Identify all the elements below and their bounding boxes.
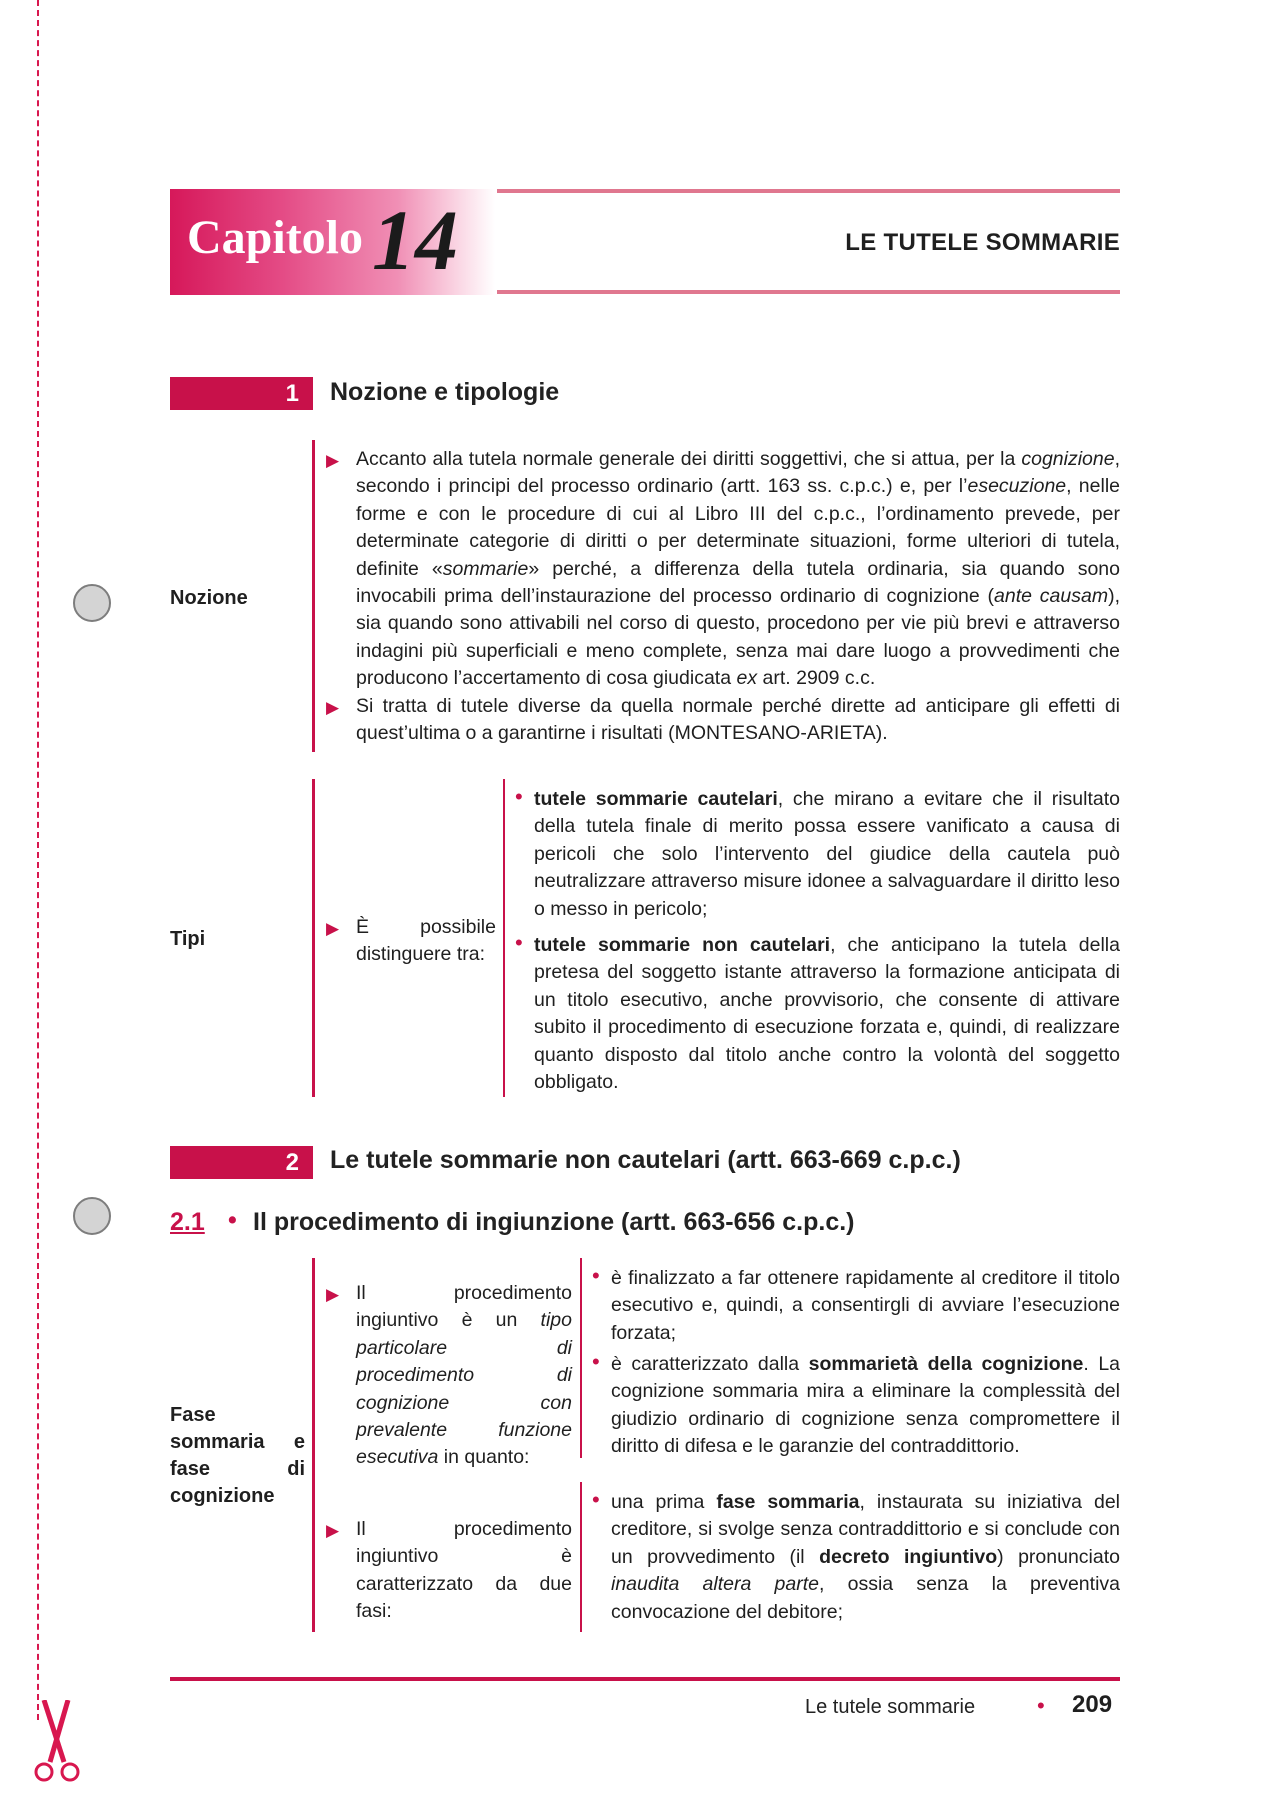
tipi-rule — [312, 779, 315, 1097]
fase-bullet-3: • una prima fase sommaria, instaurata su iniziativa del creditore, si svolge senza contraddittorio e si conclude con un provvedimento (il decreto ingiuntivo) pronunciato inaudita altera parte, ossia senza la preventiva convocazione del debitore; — [592, 1487, 1120, 1623]
chapter-title: LE TUTELE SOMMARIE — [845, 229, 1120, 256]
chapter-number: 14 — [372, 192, 458, 288]
bullet-icon: • — [592, 1349, 600, 1374]
fase-bullet-1: • è finalizzato a far ottenere rapidamente al creditore il titolo esecutivo e, quindi, a consentirgli di avviare l’esecuzione forzata; — [592, 1263, 1120, 1344]
tipi-intro: ▶ È possibile distinguere tra: — [326, 916, 496, 966]
arrow-icon: ▶ — [326, 919, 340, 938]
scissors-icon — [30, 1700, 86, 1784]
arrow-icon: ▶ — [326, 451, 340, 470]
fase-inner-rule-1 — [580, 1258, 582, 1458]
title-rule-top — [497, 189, 1120, 193]
nozione-rule — [312, 440, 315, 752]
tipi-bullet-2: • tutele sommarie non cautelari, che anticipano la tutela della pretesa del soggetto istante attraverso la formazione anticipata di un titolo esecutivo, anche provvisorio, che consente di attivare subito il procedimento di esecuzione forzata e, quindi, di realizzare quanto disposto dal titolo anche contro la volontà del soggetto obbligato. — [515, 930, 1120, 1094]
binder-hole-1 — [73, 584, 111, 622]
fase-intro-1: ▶ Il procedimento ingiuntivo è un tipo particolare di procedimento di cognizione con prevalente funzione esecutiva in quanto: — [326, 1282, 572, 1469]
bullet-icon: • — [592, 1487, 600, 1512]
arrow-icon: ▶ — [326, 1521, 340, 1540]
bullet-icon: • — [515, 784, 523, 809]
tipi-inner-rule — [503, 779, 505, 1097]
footer-running-title: Le tutele sommarie — [805, 1696, 976, 1718]
arrow-icon: ▶ — [326, 698, 340, 717]
fase-bullet-2: • è caratterizzato dalla sommarietà della cognizione. La cognizione sommaria mira a eliminare la complessità del giudizio ordinario di cognizione senza compromettere il diritto di difesa e le garanzie del contraddittorio. — [592, 1349, 1121, 1458]
bullet-icon: • — [515, 930, 523, 955]
section-1-title: Nozione e tipologie — [330, 378, 560, 406]
fase-intro-2: ▶ Il procedimento ingiuntivo è caratterizzato da due fasi: — [326, 1518, 572, 1623]
section-2-number: 2 — [170, 1146, 313, 1179]
binder-hole-2 — [73, 1197, 111, 1235]
nozione-label: Nozione — [170, 587, 248, 609]
fase-label: Fase sommaria e fase di cognizione — [170, 1404, 305, 1507]
tipi-bullet-1: • tutele sommarie cautelari, che mirano a evitare che il risultato della tutela finale di merito possa essere vanificato a causa di pericoli che solo l’intervento del giudice della cautela può neutralizzare attraverso misure idonee a salvaguardare il diritto leso o messo in pericolo; — [515, 784, 1120, 920]
section-1-number: 1 — [170, 377, 313, 410]
cut-line — [37, 0, 39, 1720]
nozione-paragraph-2: ▶ Si tratta di tutele diverse da quella normale perché dirette ad anticipare gli effetti di quest’ultima o a garantirne i risultati (MONTESANO-ARIETA). — [326, 695, 1120, 745]
arrow-icon: ▶ — [326, 1285, 340, 1304]
section-2-title: Le tutele sommarie non cautelari (artt. 663-669 c.p.c.) — [330, 1146, 961, 1174]
footer-rule — [170, 1677, 1120, 1681]
tipi-label: Tipi — [170, 928, 206, 950]
page-number: 209 — [1072, 1691, 1113, 1718]
bullet-icon: • — [1037, 1693, 1045, 1718]
bullet-icon: • — [228, 1206, 237, 1234]
title-rule-bottom — [497, 290, 1120, 294]
bullet-icon: • — [592, 1263, 600, 1288]
fase-rule — [312, 1258, 315, 1632]
nozione-paragraph-1: ▶ Accanto alla tutela normale generale dei diritti soggettivi, che si attua, per la cognizione, secondo i principi del processo ordinario (artt. 163 ss. c.p.c.) e, per l’esecuzione, nelle forme e con le procedure di cui al Libro III del c.p.c., l’ordinamento prevede, per determinate categorie di diritti o per determinate situazioni, forme ulteriori di tutela, definite «sommarie» perché, a differenza della tutela ordinaria, sia quando sono invocabili prima dell’instaurazione del processo ordinario di cognizione (ante causam), sia quando sono attivabili nel corso di questo, procedono per vie più brevi e attraverso indagini più superficiali e meno complete, senza mai dare luogo a provvedimenti che producono l’accertamento di cosa giudicata ex art. 2909 c.c. — [326, 448, 1120, 690]
subsection-title: Il procedimento di ingiunzione (artt. 663-656 c.p.c.) — [253, 1208, 855, 1236]
chapter-word: Capitolo — [187, 211, 364, 264]
subsection-number[interactable]: 2.1 — [170, 1208, 205, 1236]
fase-inner-rule-2 — [580, 1482, 582, 1632]
